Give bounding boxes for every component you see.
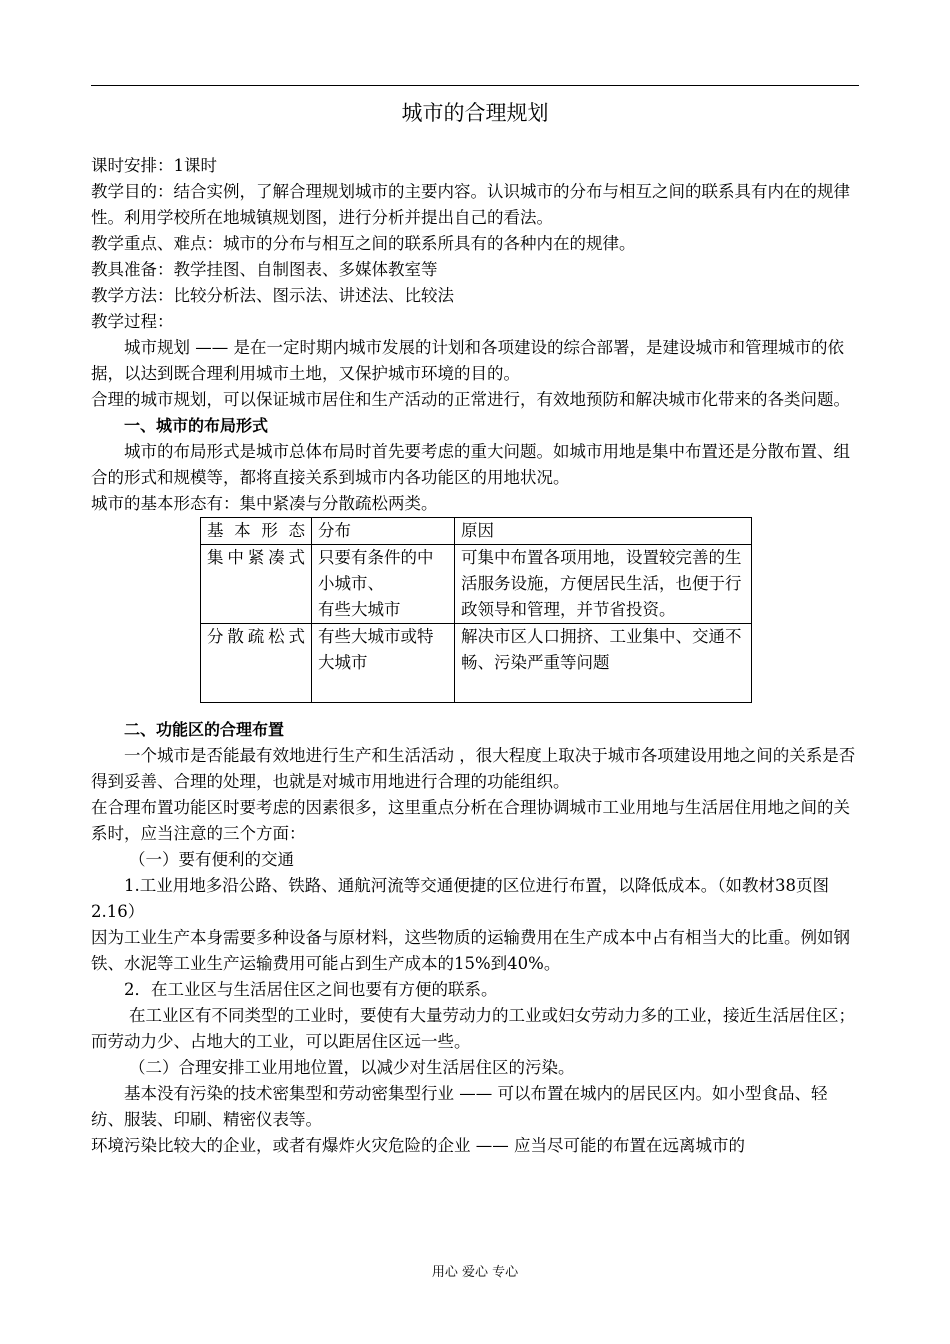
table-cell-distribution bbox=[312, 545, 455, 624]
teaching-methods: 教学方法：比较分析法、图示法、讲述法、比较法 bbox=[91, 286, 454, 305]
polluting-industry-paragraph: 环境污染比较大的企业，或者有爆炸火灾危险的企业 —— 应当尽可能的布置在远离城市的 bbox=[91, 1136, 745, 1155]
key-points: 教学重点、难点：城市的分布与相互之间的联系所具有的各种内在的规律。 bbox=[91, 234, 636, 253]
table-cell-reason: 解决市区人口拥挤、工业集中、交通不畅、污染严重等问题 bbox=[455, 624, 752, 703]
table-row bbox=[201, 545, 752, 624]
table-cell-reason: 可集中布置各项用地，设置较完善的生活服务设施，方便居民生活，也便于行政领导和管理，并节省投资。 bbox=[455, 545, 752, 624]
basic-forms-line: 城市的基本形态有：集中紧凑与分散疏松两类。 bbox=[91, 494, 438, 513]
page-title: 城市的合理规划 bbox=[401, 101, 549, 125]
table-cell-form bbox=[201, 545, 312, 624]
table-row bbox=[201, 624, 752, 703]
planning-benefit: 合理的城市规划，可以保证城市居住和生产活动的正常进行，有效地预防和解决城市化带来的各类问题。 bbox=[91, 390, 850, 409]
point-2: 2．在工业区与生活居住区之间也要有方便的联系。 bbox=[124, 980, 498, 999]
table-cell-text: 分散疏松式 bbox=[207, 627, 305, 646]
subheading-transport: （一）要有便利的交通 bbox=[129, 850, 294, 869]
teaching-aids: 教具准备：教学挂图、自制图表、多媒体教室等 bbox=[91, 260, 438, 279]
table-cell-form bbox=[201, 624, 312, 703]
page-footer: 用心 爱心 专心 bbox=[431, 1265, 519, 1280]
factors-paragraph: 在合理布置功能区时要考虑的因素很多，这里重点分析在合理协调城市工业用地与生活居住用地之间的关系时，应当注意的三个方面： bbox=[91, 798, 850, 843]
section-heading-2: 二、功能区的合理布置 bbox=[124, 720, 285, 739]
section-heading-1: 一、城市的布局形式 bbox=[124, 416, 269, 435]
urban-planning-definition: 城市规划 —— 是在一定时期内城市发展的计划和各项建设的综合部署，是建设城市和管理城市的依据，以达到既合理利用城市土地，又保护城市环境的目的。 bbox=[91, 338, 844, 383]
subheading-pollution: （二）合理安排工业用地位置，以减少对生活居住区的污染。 bbox=[129, 1058, 575, 1077]
header-rule bbox=[91, 85, 859, 86]
table-cell-distribution: 有些大城市或特大城市 bbox=[312, 624, 455, 703]
class-hours: 课时安排：1课时 bbox=[91, 156, 217, 175]
table-header-cell: 分布 bbox=[312, 518, 455, 545]
labor-paragraph: 在工业区有不同类型的工业时，要使有大量劳动力的工业或妇女劳动力多的工业，接近生活居住区；而劳动力少、占地大的工业，可以距居住区远一些。 bbox=[91, 1006, 855, 1051]
table-cell-text: 有些大城市 bbox=[318, 600, 401, 619]
document-body bbox=[91, 153, 859, 1159]
table-cell-text: 只要有条件的中小城市、 bbox=[318, 548, 434, 593]
transport-cost-paragraph: 因为工业生产本身需要多种设备与原材料，这些物质的运输费用在生产成本中占有相当大的比重。例如钢铁、水泥等工业生产运输费用可能占到生产成本的15%到40%。 bbox=[91, 928, 850, 973]
city-form-table bbox=[200, 517, 752, 703]
table-header-cell: 原因 bbox=[455, 518, 752, 545]
point-1: 1.工业用地多沿公路、铁路、通航河流等交通便捷的区位进行布置，以降低成本。（如教材38页图2.16） bbox=[91, 876, 829, 921]
clean-industry-paragraph: 基本没有污染的技术密集型和劳动密集型行业 —— 可以布置在城内的居民区内。如小型食品、轻纺、服装、印刷、精密仪表等。 bbox=[91, 1084, 828, 1129]
table-header-cell: 基本形态 bbox=[201, 518, 312, 545]
table-header-row bbox=[201, 518, 752, 545]
teaching-process: 教学过程： bbox=[91, 312, 174, 331]
layout-paragraph: 城市的布局形式是城市总体布局时首先要考虑的重大问题。如城市用地是集中布置还是分散布置、组合的形式和规模等，都将直接关系到城市内各功能区的用地状况。 bbox=[91, 442, 850, 487]
teaching-goal: 教学目的：结合实例，了解合理规划城市的主要内容。认识城市的分布与相互之间的联系具有内在的规律性。利用学校所在地城镇规划图，进行分析并提出自己的看法。 bbox=[91, 182, 850, 227]
table-cell-text: 集中紧凑式 bbox=[207, 548, 305, 567]
function-paragraph: 一个城市是否能最有效地进行生产和生活活动 ，很大程度上取决于城市各项建设用地之间的关系是否得到妥善、合理的处理，也就是对城市用地进行合理的功能组织。 bbox=[91, 746, 856, 791]
